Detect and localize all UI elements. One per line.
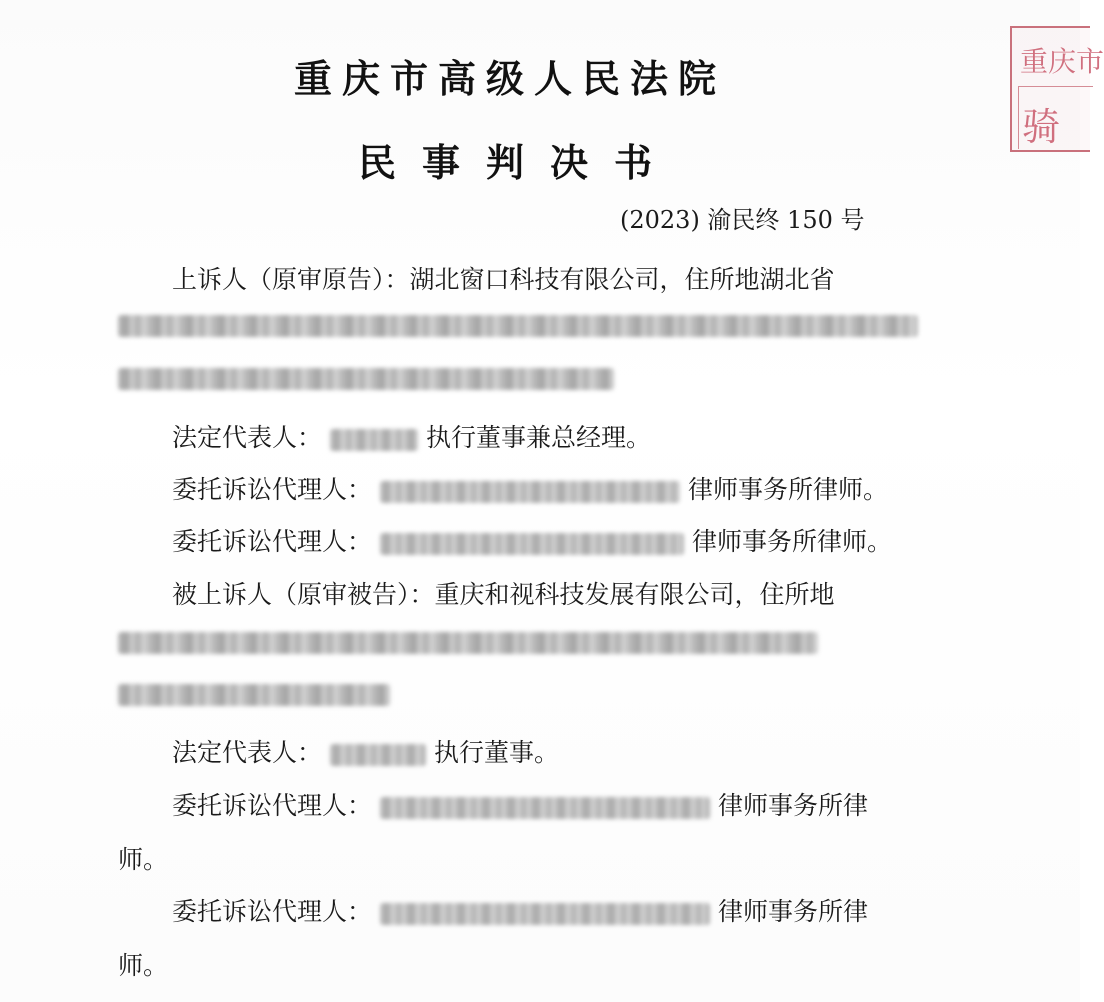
agent-suffix-4: 律师事务所律: [718, 897, 869, 926]
agent-line-4-tail: 师。: [118, 951, 169, 980]
appellee-rep-line: [172, 733, 559, 769]
redacted-agent-1: [380, 481, 680, 503]
court-name-heading: 重庆市高级人民法院: [293, 56, 726, 101]
redacted-credit-code-1: [118, 368, 614, 390]
agent-label-4: 委托诉讼代理人：: [172, 897, 373, 926]
redacted-address-1: [118, 315, 918, 337]
seal-text-bottom: 骑: [1022, 105, 1061, 149]
appellant-rep-role: 执行董事兼总经理。: [426, 423, 652, 452]
agent-label-1: 委托诉讼代理人：: [172, 475, 373, 504]
seal-text-top: 重庆市: [1020, 45, 1104, 78]
agent-line-3-tail: 师。: [118, 845, 169, 874]
agent-line-4: [172, 892, 868, 928]
appellant-line: 上诉人（原审原告）：湖北窗口科技有限公司，住所地湖北省: [172, 265, 835, 294]
agent-line-3: [172, 786, 868, 822]
agent-label-2: 委托诉讼代理人：: [172, 527, 373, 556]
court-seal-stamp: [1010, 26, 1104, 152]
redacted-credit-code-2: [118, 684, 390, 706]
agent-line-2: [172, 522, 892, 558]
agent-line-1: [172, 470, 888, 506]
redacted-agent-4: [380, 903, 710, 925]
document-type-heading: 民事判决书: [357, 140, 678, 185]
appellant-rep-label: 法定代表人：: [172, 423, 323, 452]
redacted-rep-name-2: [330, 744, 426, 766]
redacted-agent-2: [380, 533, 684, 555]
appellant-rep-line: [172, 418, 651, 454]
agent-label-3: 委托诉讼代理人：: [172, 791, 373, 820]
appellee-rep-label: 法定代表人：: [172, 738, 323, 767]
agent-suffix-2: 律师事务所律师。: [692, 527, 893, 556]
redacted-rep-name-1: [330, 429, 418, 451]
redacted-address-2: [118, 632, 818, 654]
appellee-line: 被上诉人（原审被告）：重庆和视科技发展有限公司，住所地: [172, 580, 835, 609]
redacted-agent-3: [380, 797, 710, 819]
agent-suffix-1: 律师事务所律师。: [688, 475, 889, 504]
agent-suffix-3: 律师事务所律: [718, 791, 869, 820]
case-number: (2023) 渝民终 150 号: [620, 206, 865, 234]
appellee-rep-role: 执行董事。: [434, 738, 560, 767]
